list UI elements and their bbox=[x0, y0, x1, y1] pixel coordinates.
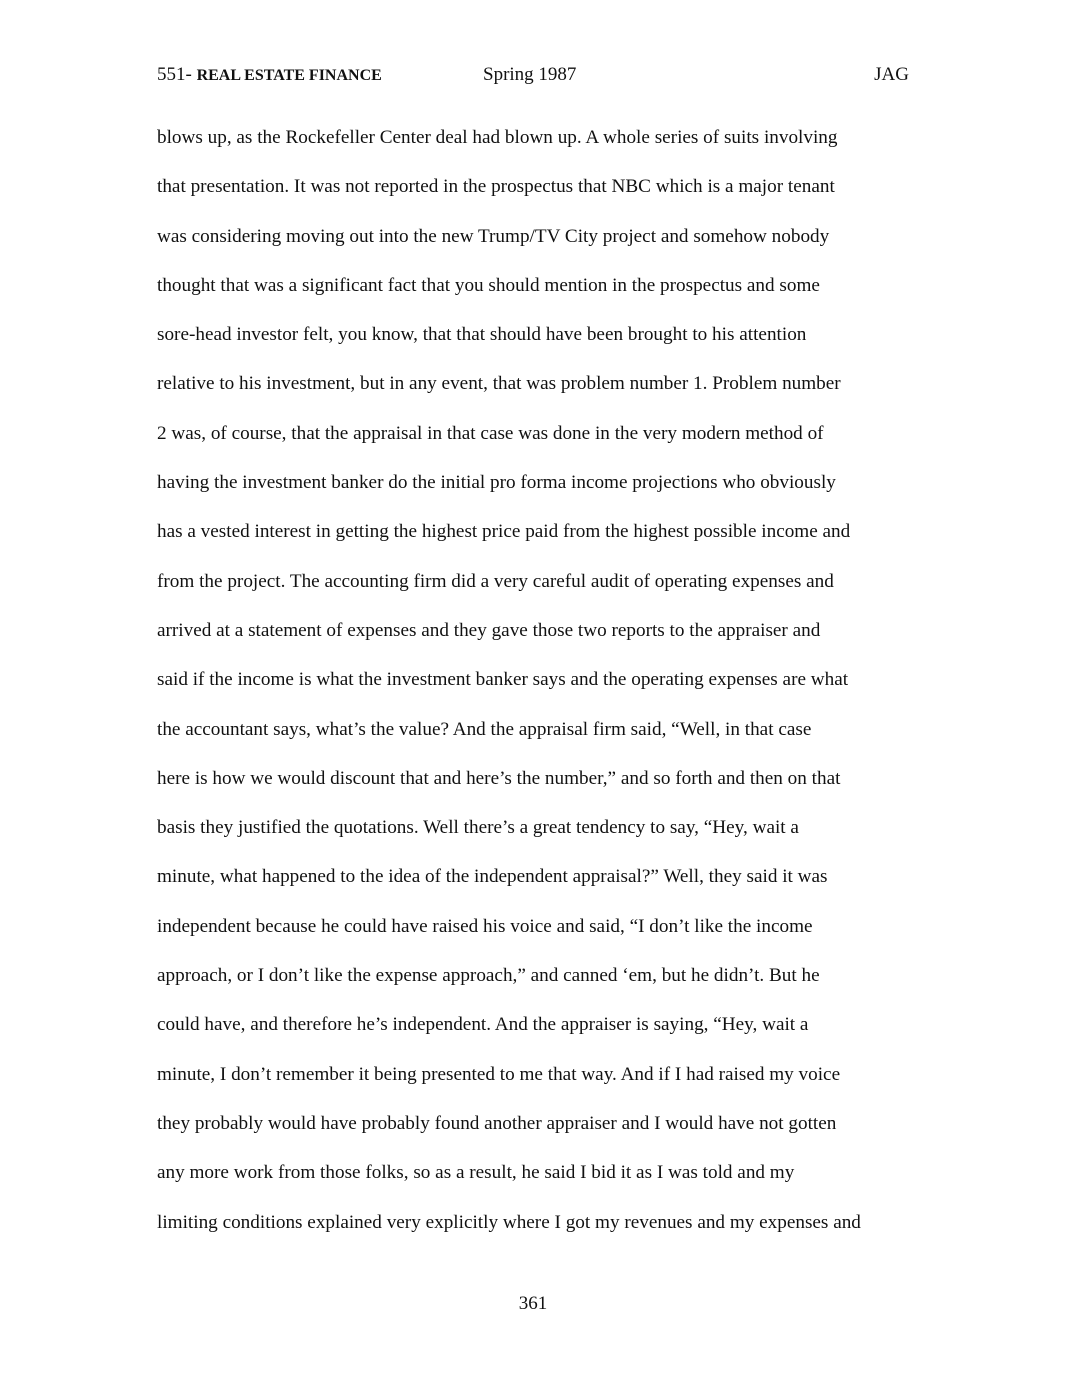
text-line: was considering moving out into the new Trump/TV City project and somehow nobody bbox=[157, 225, 830, 247]
course-title: REAL ESTATE FINANCE bbox=[196, 67, 382, 84]
text-line: limiting conditions explained very explicitly where I got my revenues and my expenses and bbox=[157, 1211, 861, 1233]
text-line: could have, and therefore he’s independent. And the appraiser is saying, “Hey, wait a bbox=[157, 1014, 809, 1036]
text-line: having the investment banker do the initial pro forma income projections who obviously bbox=[157, 472, 836, 494]
text-line: minute, I don’t remember it being presented to me that way. And if I had raised my voice bbox=[157, 1063, 841, 1085]
transcript-body bbox=[157, 123, 913, 1257]
text-line: sore-head investor felt, you know, that that should have been brought to his attention bbox=[157, 324, 807, 346]
course-number: 551- bbox=[157, 64, 197, 85]
text-line: that presentation. It was not reported in the prospectus that NBC which is a major tenant bbox=[157, 176, 835, 198]
text-line: approach, or I don’t like the expense approach,” and canned ‘em, but he didn’t. But he bbox=[157, 965, 820, 987]
text-line: they probably would have probably found another appraiser and I would have not gotten bbox=[157, 1112, 837, 1134]
text-line: here is how we would discount that and here’s the number,” and so forth and then on that bbox=[157, 767, 841, 789]
text-line: thought that was a significant fact that you should mention in the prospectus and some bbox=[157, 274, 820, 296]
course-heading bbox=[157, 64, 382, 86]
text-line: any more work from those folks, so as a result, he said I bid it as I was told and my bbox=[157, 1162, 795, 1184]
text-line: minute, what happened to the idea of the independent appraisal?” Well, they said it was bbox=[157, 866, 828, 888]
text-line: has a vested interest in getting the highest price paid from the highest possible income and bbox=[157, 521, 851, 543]
text-line: said if the income is what the investment banker says and the operating expenses are what bbox=[157, 669, 849, 691]
text-line: 2 was, of course, that the appraisal in that case was done in the very modern method of bbox=[157, 422, 824, 444]
term-label: Spring 1987 bbox=[483, 64, 577, 85]
text-line: the accountant says, what’s the value? And the appraisal firm said, “Well, in that case bbox=[157, 718, 812, 740]
text-line: from the project. The accounting firm did a very careful audit of operating expenses and bbox=[157, 570, 834, 592]
text-line: arrived at a statement of expenses and they gave those two reports to the appraiser and bbox=[157, 619, 821, 641]
text-line: blows up, as the Rockefeller Center deal had blown up. A whole series of suits involving bbox=[157, 127, 838, 148]
text-line: independent because he could have raised his voice and said, “I don’t like the income bbox=[157, 915, 813, 937]
text-line: basis they justified the quotations. Well there’s a great tendency to say, “Hey, wait a bbox=[157, 817, 799, 839]
page-number: 361 bbox=[518, 1293, 548, 1314]
author-initials: JAG bbox=[874, 64, 909, 85]
page-header bbox=[157, 64, 909, 90]
text-line: relative to his investment, but in any event, that was problem number 1. Problem number bbox=[157, 373, 841, 395]
